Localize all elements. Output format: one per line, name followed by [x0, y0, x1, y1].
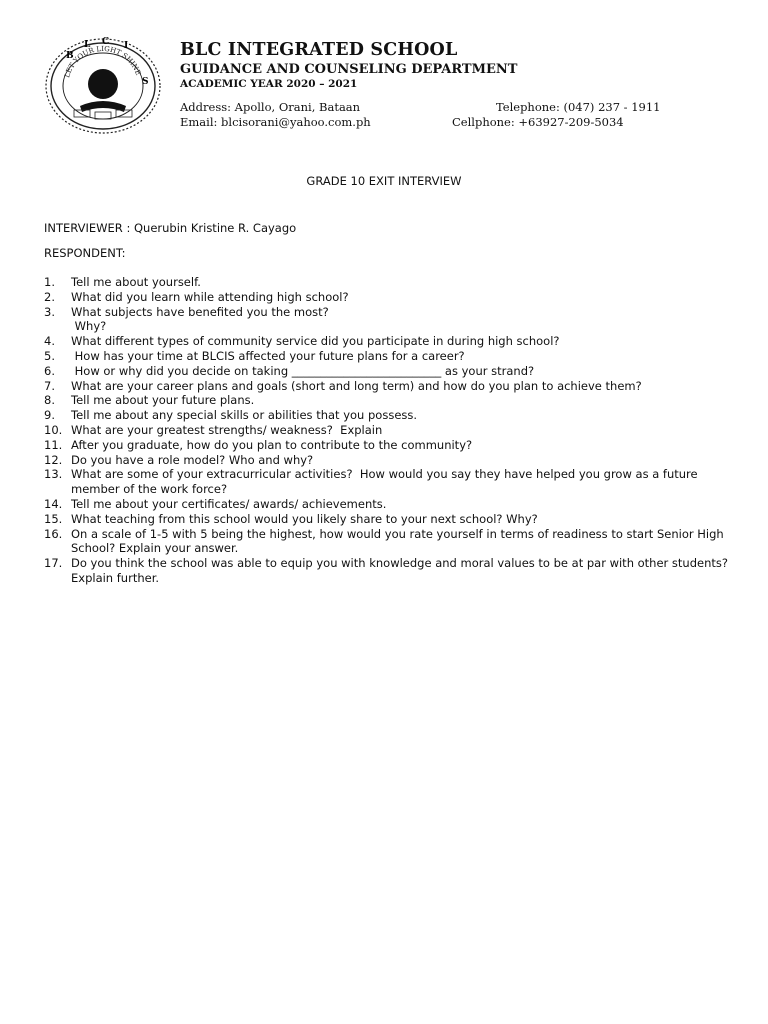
question-text: Tell me about your certificates/ awards/ achievements. [71, 496, 387, 511]
question-item [44, 290, 734, 305]
question-text: What are some of your extracurricular activities? How would you say they have helped you grow as a future member of the work force? [71, 467, 702, 497]
question-number: 8. [44, 393, 55, 408]
question-number: 13. [44, 467, 63, 482]
logo-initial: I [124, 41, 129, 51]
question-item [44, 334, 734, 349]
question-text: After you graduate, how do you plan to contribute to the community? [71, 437, 473, 452]
question-item [44, 393, 734, 408]
question-text: On a scale of 1-5 with 5 being the highest, how would you rate yourself in terms of readiness to start Senior High School? Explain your answer. [71, 526, 728, 556]
interviewer-line: INTERVIEWER : Querubin Kristine R. Cayago [44, 221, 297, 235]
question-text: Tell me about yourself. [71, 275, 201, 289]
question-item [44, 349, 734, 364]
question-number: 12. [44, 452, 63, 467]
question-number: 2. [44, 289, 55, 304]
question-item [44, 512, 734, 527]
question-text: Tell me about any special skills or abilities that you possess. [71, 408, 418, 423]
logo-initial: S [142, 77, 149, 87]
logo-initial: L [84, 40, 91, 50]
question-text: Do you think the school was able to equip you with knowledge and moral values to be at par with other students? Explain further. [71, 556, 732, 585]
question-item [44, 408, 734, 423]
question-text: Do you have a role model? Who and why? [71, 452, 314, 467]
question-number: 16. [44, 526, 63, 541]
question-text: How has your time at BLCIS affected your future plans for a career? [71, 348, 465, 363]
question-number: 4. [44, 334, 55, 349]
academic-year: ACADEMIC YEAR 2020 – 2021 [180, 78, 358, 90]
question-item [44, 497, 734, 512]
question-text: What subjects have benefited you the most? Why? [71, 304, 329, 334]
school-name: BLC INTEGRATED SCHOOL [180, 40, 458, 60]
question-number: 9. [44, 408, 55, 423]
question-item [44, 275, 734, 290]
school-telephone: Telephone: (047) 237 - 1911 [496, 100, 661, 114]
question-number: 11. [44, 437, 63, 452]
logo-ring-text: LET YOUR LIGHT SHINE [63, 44, 143, 79]
question-text: How or why did you decide on taking __________________________ as your strand? [71, 363, 535, 378]
question-item [44, 305, 734, 335]
question-number: 15. [44, 511, 63, 526]
question-text: What teaching from this school would you likely share to your next school? Why? [71, 511, 538, 526]
question-item [44, 556, 734, 586]
question-number: 7. [44, 378, 55, 393]
question-text: What are your greatest strengths/ weakness? Explain [71, 422, 383, 437]
school-address: Address: Apollo, Orani, Bataan [180, 100, 361, 114]
respondent-line: RESPONDENT: [44, 246, 126, 260]
question-item [44, 379, 734, 394]
question-item [44, 364, 734, 379]
question-number: 5. [44, 348, 55, 363]
question-text: What did you learn while attending high school? [71, 289, 349, 304]
question-number: 1. [44, 275, 55, 289]
question-item [44, 467, 734, 497]
question-list [44, 275, 734, 586]
school-logo [44, 36, 162, 136]
department-name: GUIDANCE AND COUNSELING DEPARTMENT [180, 62, 518, 77]
question-text: What are your career plans and goals (short and long term) and how do you plan to achieve them? [71, 378, 642, 393]
form-title: GRADE 10 EXIT INTERVIEW [306, 174, 462, 188]
school-seal-icon [44, 36, 162, 136]
question-text: Tell me about your future plans. [71, 393, 255, 408]
logo-initial: C [102, 37, 110, 47]
logo-initial: B [66, 51, 74, 61]
question-item [44, 453, 734, 468]
question-number: 17. [44, 556, 63, 571]
question-number: 3. [44, 304, 55, 319]
question-number: 6. [44, 363, 55, 378]
school-email: Email: blcisorani@yahoo.com.ph [180, 115, 371, 129]
school-cellphone: Cellphone: +63927-209-5034 [452, 115, 624, 129]
question-text: What different types of community service did you participate in during high school? [71, 334, 560, 349]
question-item [44, 438, 734, 453]
question-item [44, 527, 734, 557]
question-item [44, 423, 734, 438]
question-number: 10. [44, 422, 63, 437]
question-number: 14. [44, 496, 63, 511]
